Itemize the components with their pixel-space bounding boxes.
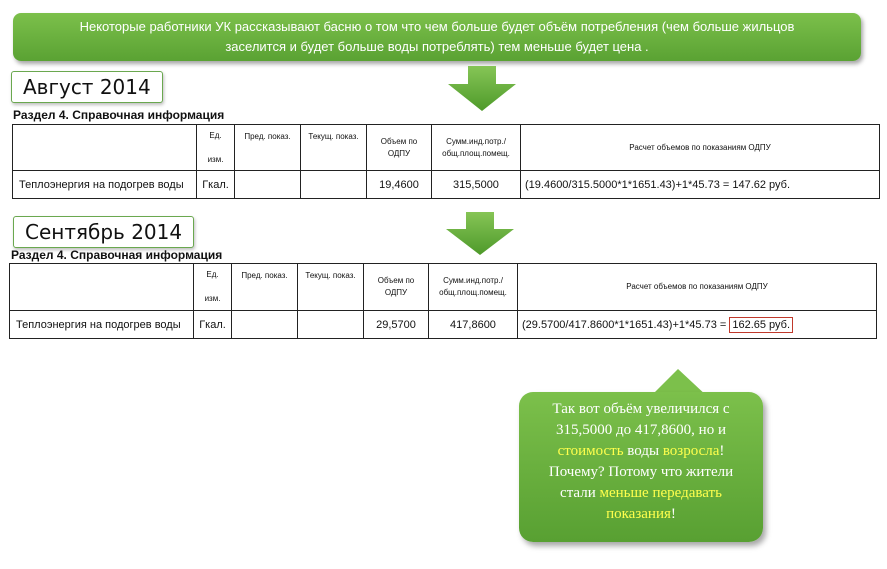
row-volume: 19,4600 xyxy=(367,171,432,199)
header-prev: Пред. показ. xyxy=(235,125,301,171)
calc-result-highlight: 162.65 руб. xyxy=(729,317,793,333)
callout-line-6: показания! xyxy=(606,506,676,522)
section-title: Раздел 4. Справочная информация xyxy=(13,108,225,122)
row-prev xyxy=(235,171,301,199)
explanation-callout xyxy=(519,392,763,542)
row-name: Теплоэнергия на подогрев воды xyxy=(10,311,194,339)
section-title: Раздел 4. Справочная информация xyxy=(11,248,223,262)
month-label-september: Сентябрь 2014 xyxy=(13,216,194,248)
row-sum: 315,5000 xyxy=(432,171,521,199)
banner-line-2: заселится и будет больше воды потреблять) тем меньше будет цена . xyxy=(225,39,649,54)
callout-line-4: Почему? Потому что жители xyxy=(548,464,734,480)
reference-table-september xyxy=(9,263,877,339)
header-name xyxy=(13,125,197,171)
row-sum: 417,8600 xyxy=(429,311,518,339)
header-calc: Расчет объемов по показаниям ОДПУ xyxy=(518,264,877,311)
callout-line-2: 315,5000 до 417,8600, но и xyxy=(556,422,726,438)
header-name xyxy=(10,264,194,311)
down-arrow-icon xyxy=(446,66,518,112)
header-volume: Объем по ОДПУ xyxy=(364,264,429,311)
reference-table-august xyxy=(12,124,880,199)
callout-line-3: стоимость воды возросла! xyxy=(557,443,725,459)
row-volume: 29,5700 xyxy=(364,311,429,339)
header-sum: Сумм.инд.потр./ общ.площ.помещ. xyxy=(432,125,521,171)
month-label-august: Август 2014 xyxy=(11,71,163,103)
row-unit: Гкал. xyxy=(197,171,235,199)
row-name: Теплоэнергия на подогрев воды xyxy=(13,171,197,199)
header-curr: Текущ. показ. xyxy=(298,264,364,311)
info-banner xyxy=(13,13,861,61)
row-calc: (19.4600/315.5000*1*1651.43)+1*45.73 = 147.62 руб. xyxy=(521,171,880,199)
header-volume: Объем по ОДПУ xyxy=(367,125,432,171)
header-unit: Ед. изм. xyxy=(197,125,235,171)
header-calc: Расчет объемов по показаниям ОДПУ xyxy=(521,125,880,171)
callout-line-5: стали меньше передавать xyxy=(560,485,722,501)
row-curr xyxy=(298,311,364,339)
down-arrow-icon xyxy=(444,212,516,256)
banner-line-1: Некоторые работники УК рассказывают басню о том что чем больше будет объём потребления (чем больше жильцов xyxy=(79,19,795,34)
header-sum: Сумм.инд.потр./ общ.площ.помещ. xyxy=(429,264,518,311)
calc-formula: (29.5700/417.8600*1*1651.43)+1*45.73 = xyxy=(522,318,727,331)
header-curr: Текущ. показ. xyxy=(301,125,367,171)
header-prev: Пред. показ. xyxy=(232,264,298,311)
row-curr xyxy=(301,171,367,199)
row-unit: Гкал. xyxy=(194,311,232,339)
header-unit: Ед. изм. xyxy=(194,264,232,311)
row-prev xyxy=(232,311,298,339)
callout-line-1: Так вот объём увеличился с xyxy=(552,401,730,417)
row-calc xyxy=(518,311,877,339)
